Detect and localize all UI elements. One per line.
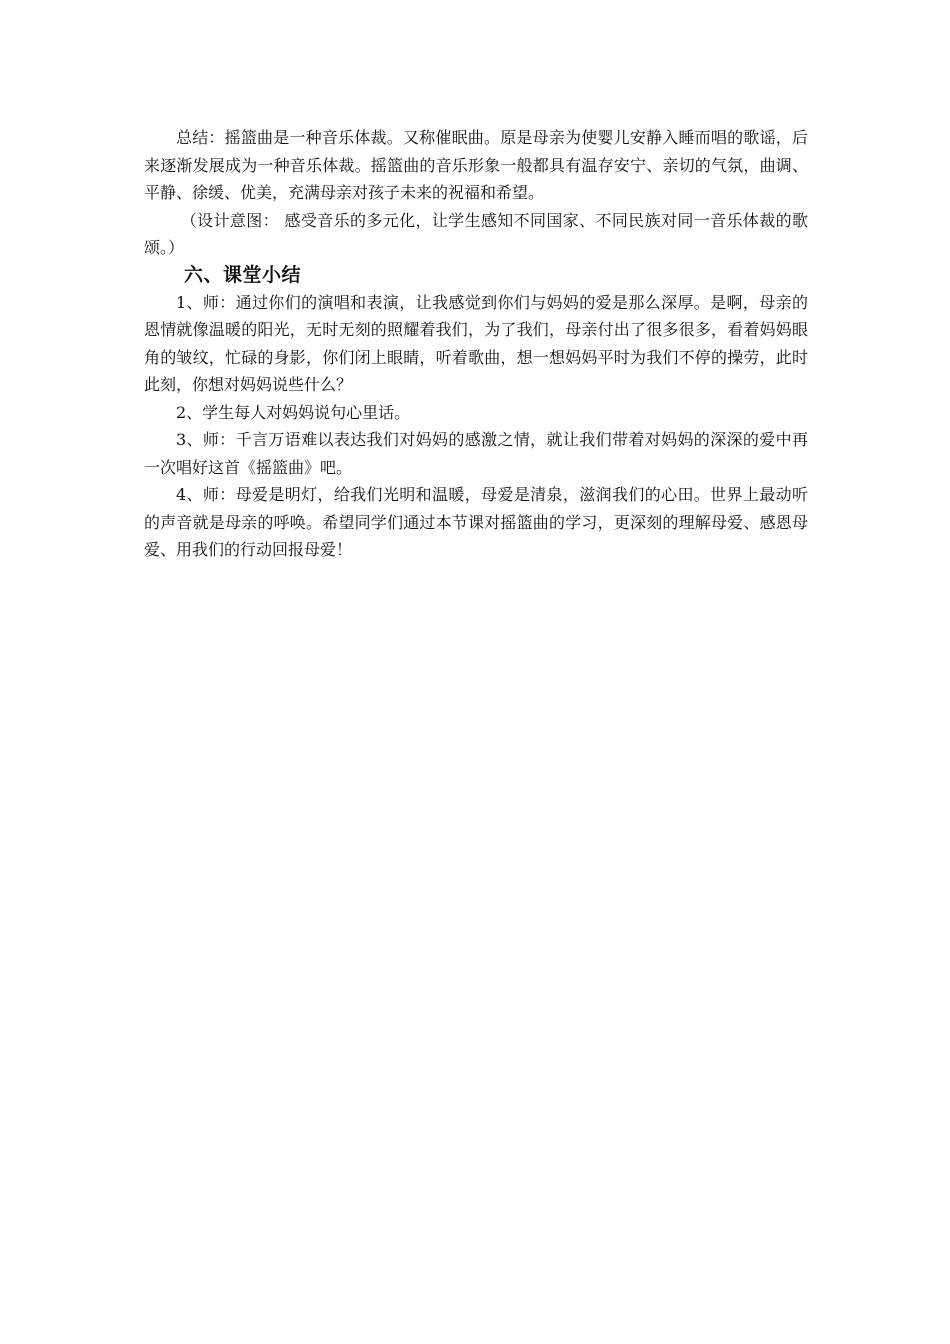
- design-intent-paragraph: （设计意图： 感受音乐的多元化，让学生感知不同国家、不同民族对同一音乐体裁的歌颂。）: [144, 210, 808, 257]
- summary-paragraph: 总结：摇篮曲是一种音乐体裁。又称催眠曲。原是母亲为使婴儿安静入睡而唱的歌谣，后来逐渐发展成为一种音乐体裁。摇篮曲的音乐形象一般都具有温存安宁、亲切的气氛，曲调、平静、徐缓、优美，充满母亲对孩子未来的祝福和希望。: [144, 128, 808, 202]
- list-item: 4、师：母爱是明灯，给我们光明和温暖，母爱是清泉，滋润我们的心田。世界上最动听的声音就是母亲的呼唤。希望同学们通过本节课对摇篮曲的学习，更深刻的理解母爱、感恩母爱、用我们的行动回报母爱！: [144, 485, 808, 559]
- document-body: [144, 124, 808, 564]
- list-item: 3、师：千言万语难以表达我们对妈妈的感激之情，就让我们带着对妈妈的深深的爱中再一次唱好这首《摇篮曲》吧。: [144, 430, 808, 477]
- section-heading: 六、课堂小结: [184, 263, 302, 286]
- list-item: 2、学生每人对妈妈说句心里话。: [176, 402, 411, 422]
- list-item: 1、师：通过你们的演唱和表演，让我感觉到你们与妈妈的爱是那么深厚。是啊，母亲的恩情就像温暖的阳光，无时无刻的照耀着我们，为了我们，母亲付出了很多很多，看着妈妈眼角的皱纹，忙碌的身影，你们闭上眼睛，听着歌曲，想一想妈妈平时为我们不停的操劳，此时此刻，你想对妈妈说些什么？: [144, 292, 808, 394]
